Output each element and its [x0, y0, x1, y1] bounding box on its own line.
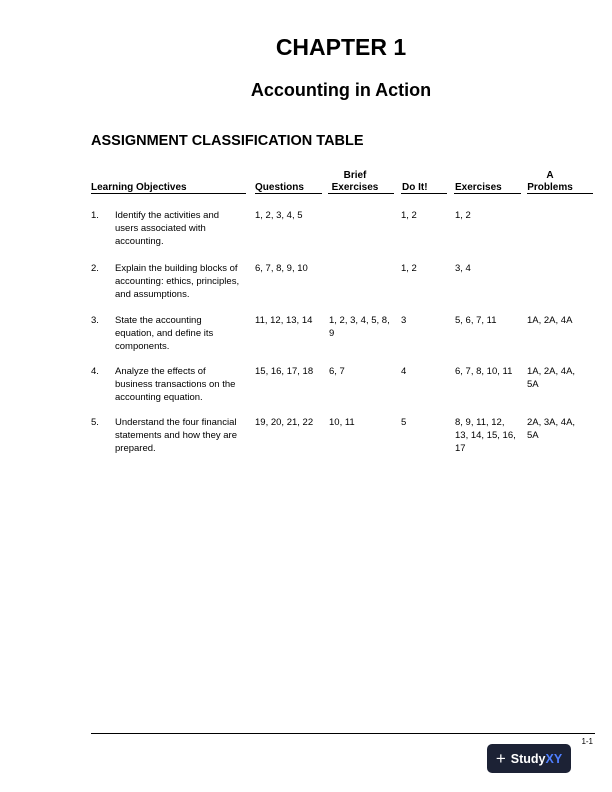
doit-cell: 3 — [401, 315, 407, 326]
brief-exercises-cell: 1, 2, 3, 4, 5, 8, 9 — [329, 315, 390, 339]
col-header-objectives: Learning Objectives — [91, 182, 187, 193]
objective-number: 3. — [91, 315, 99, 326]
objective-text: Explain the building blocks of accounting: ethics, principles, and assumptions. — [115, 263, 240, 300]
objective-text: Understand the four financial statements and how they are prepared. — [115, 417, 237, 454]
col-header-questions: Questions — [255, 182, 304, 193]
objective-text: Analyze the effects of business transactions on the accounting equation. — [115, 366, 236, 403]
page-number: 1-1 — [581, 737, 593, 746]
col-header-problems-line1: A — [546, 170, 554, 181]
header-rule-questions — [255, 193, 322, 194]
section-heading: ASSIGNMENT CLASSIFICATION TABLE — [91, 133, 364, 149]
plus-icon: + — [495, 749, 506, 768]
exercises-cell: 3, 4 — [455, 263, 471, 274]
objective-number: 2. — [91, 263, 99, 274]
header-rule-exercises — [454, 193, 521, 194]
doit-cell: 4 — [401, 366, 407, 377]
header-rule-objectives — [91, 193, 246, 194]
chapter-title: CHAPTER 1 — [275, 34, 407, 60]
studyxy-badge[interactable] — [487, 744, 571, 773]
objective-number: 1. — [91, 210, 99, 221]
doit-cell: 1, 2 — [401, 263, 417, 274]
col-header-brief-line1: Brief — [343, 170, 367, 181]
footer-rule — [91, 733, 595, 734]
questions-cell: 19, 20, 21, 22 — [255, 417, 314, 428]
problems-cell: 2A, 3A, 4A, 5A — [527, 417, 576, 441]
header-rule-doit — [401, 193, 447, 194]
objective-text: Identify the activities and users associated with accounting. — [115, 210, 220, 247]
col-header-problems-line2: Problems — [527, 182, 573, 193]
brief-exercises-cell: 6, 7 — [329, 366, 345, 377]
questions-cell: 11, 12, 13, 14 — [255, 315, 313, 326]
objective-number: 5. — [91, 417, 99, 428]
col-header-doit: Do It! — [402, 182, 428, 193]
exercises-cell: 1, 2 — [455, 210, 471, 221]
objective-number: 4. — [91, 366, 99, 377]
exercises-cell: 8, 9, 11, 12, 13, 14, 15, 16, 17 — [455, 417, 516, 454]
doit-cell: 1, 2 — [401, 210, 417, 221]
exercises-cell: 5, 6, 7, 11 — [455, 315, 497, 326]
brand-name-part2: XY — [545, 751, 563, 766]
exercises-cell: 6, 7, 8, 10, 11 — [455, 366, 513, 377]
col-header-exercises: Exercises — [455, 182, 502, 193]
chapter-subtitle: Accounting in Action — [250, 80, 432, 100]
brief-exercises-cell: 10, 11 — [329, 417, 355, 428]
objective-text: State the accounting equation, and define its components. — [115, 315, 214, 352]
questions-cell: 6, 7, 8, 9, 10 — [255, 263, 308, 274]
questions-cell: 15, 16, 17, 18 — [255, 366, 314, 377]
problems-cell: 1A, 2A, 4A — [527, 315, 573, 326]
brand-name-part1: Study — [510, 751, 546, 766]
problems-cell: 1A, 2A, 4A, 5A — [527, 366, 576, 390]
doit-cell: 5 — [401, 417, 407, 428]
header-rule-problems — [527, 193, 593, 194]
header-rule-brief — [328, 193, 394, 194]
col-header-brief-line2: Exercises — [331, 182, 379, 193]
questions-cell: 1, 2, 3, 4, 5 — [255, 210, 303, 221]
